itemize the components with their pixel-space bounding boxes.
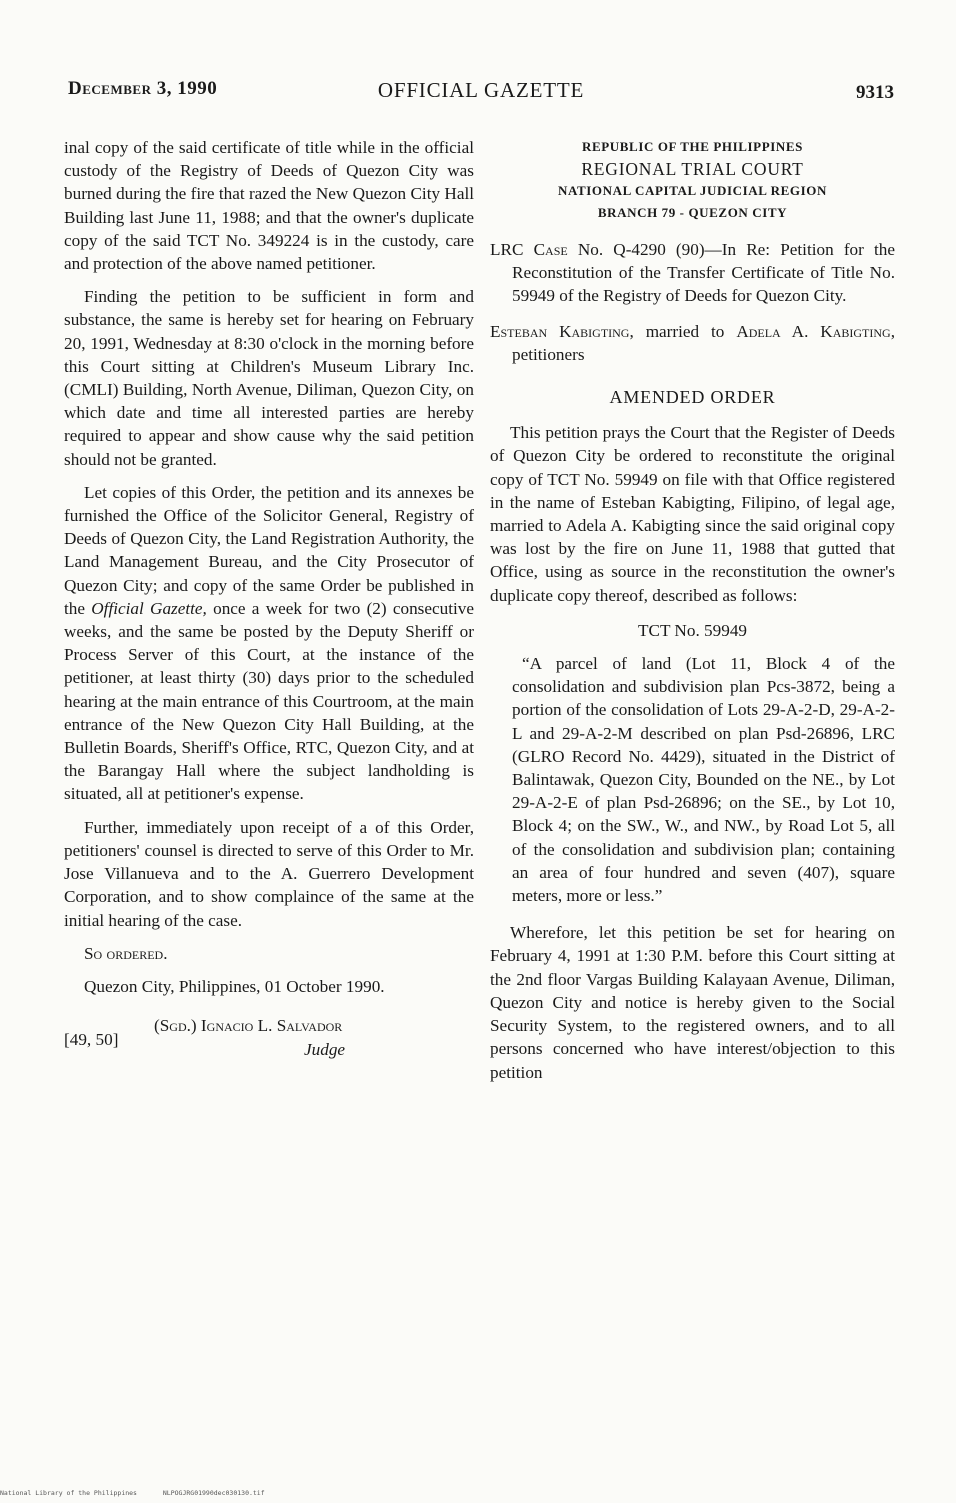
paragraph-hearing: Finding the petition to be sufficient in form and substance, the same is hereby set for hearing on February 20, 1991, Wednesday at 8:30 o'clock in the morning before this Court sitting at Children's Museum Library Inc. (CMLI) Building, North Avenue, Diliman, Quezon City, on which date and time all interested parties are hereby required to appear and show cause why the said petition should not be granted. xyxy=(64,287,474,469)
judge-signature: (Sgd.) Ignacio L. Salvador xyxy=(154,1016,343,1036)
paragraph-wherefore: Wherefore, let this petition be set for hearing on February 4, 1991 at 1:30 P.M. before this Court sitting at the 2nd floor Vargas Building Kalayaan Avenue, Diliman, Quezon City and notice is hereby given to the Social Security System, to the registered owners, and to all persons concerned who have interest/objection to this petition xyxy=(490,923,895,1082)
spouse-name: Adela A. Kabigting, xyxy=(736,321,895,341)
scan-footer xyxy=(0,1489,287,1503)
publication-text-after: once a week for two (2) consecutive weeks, and the same be posted by the Deputy Sheriff or Process Server of this Court, at the instance of the petitioner, at least thirty (30) days prior to the scheduled hearing at the main entrance of this Courtroom, at the main entrance of the New Quezon City Hall Building, at the Bulletin Boards, Sheriff's Office, RTC, Quezon City, and at the Barangay Hall where the subject landholding is situated, all at petitioner's expense. xyxy=(64,598,474,804)
gazette-italic: Official Gazette, xyxy=(91,598,207,618)
parties-mid: married to xyxy=(633,321,737,341)
case-caption xyxy=(490,238,895,308)
order-title: AMENDED ORDER xyxy=(609,387,776,408)
so-ordered: So ordered. xyxy=(84,943,168,963)
signature-block xyxy=(64,1014,474,1066)
reference-number: [49, 50] xyxy=(64,1030,119,1050)
case-label: LRC Case xyxy=(490,240,568,259)
petitioner-name: Esteban Kabigting, xyxy=(490,321,634,341)
right-column xyxy=(490,136,895,1094)
publication-title: OFFICIAL GAZETTE xyxy=(377,78,585,102)
court-heading xyxy=(490,136,895,224)
publication-text-before: Let copies of this Order, the petition and its annexes be furnished the Office of the Solicitor General, Registry of Deeds of Quezon City, the Land Registration Authority, the Land Management Bureau, and the City Prosecutor of Quezon City; and copy of the same Order be published in the xyxy=(64,482,474,618)
paragraph-prayer: This petition prays the Court that the Register of Deeds of Quezon City be ordered to reconstitute the original copy of TCT No. 59949 on file with that Office registered in the name of Esteban Kabigting, Filipino, of legal age, married to Adela A. Kabigting since the said original copy was lost by the fire on June 11, 1988 that gutted that Office, using as source in the reconstitution the owner's duplicate copy thereof, described as follows: xyxy=(490,423,895,605)
tct-heading: TCT No. 59949 xyxy=(637,620,748,640)
judge-title: Judge xyxy=(304,1040,346,1060)
parties xyxy=(490,320,895,366)
republic-line: REPUBLIC OF THE PHILIPPINES xyxy=(582,139,803,154)
branch-line: BRANCH 79 - QUEZON CITY xyxy=(597,205,788,220)
land-description: “A parcel of land (Lot 11, Block 4 of the consolidation and subdivision plan Pcs-3872, being a portion of the consolidation of Lots 29-A-2-D, 29-A-2-L and 29-A-2-M described on plan Psd-26896, LRC (GLRO Record No. 4429), situated in the District of Balintawak, Quezon City, Bounded on the NE., by Lot 29-A-2-E of plan Psd-26896; on the SE., by Lot 10, Block 4; on the SW., W., and NW., by Road Lot 5, all of the consolidation and subdivision plan; containing an area of four hundred and seven (407), square meters, more or less.” xyxy=(512,654,895,906)
paragraph-further: Further, immediately upon receipt of a of this Order, petitioners' counsel is directed to serve of this Order to Mr. Jose Villanueva and to the A. Guerrero Development Corporation, and to show complaince of the same at the initial hearing of the case. xyxy=(64,817,474,930)
place-and-date: Quezon City, Philippines, 01 October 1990. xyxy=(84,976,385,996)
page-number: 9313 xyxy=(856,82,894,103)
paragraph-publication xyxy=(64,481,474,806)
page-header xyxy=(68,78,894,106)
header-date: December 3, 1990 xyxy=(68,78,218,99)
footer-file: NLPOGJRG01990dec030130.tif xyxy=(162,1489,265,1497)
case-text: No. Q-4290 (90)—In Re: Petition for the Reconstitution of the Transfer Certificate of Title No. 59949 of the Registry of Deeds for Quezon City. xyxy=(512,240,895,306)
left-column xyxy=(64,136,474,1066)
footer-library: National Library of the Philippines xyxy=(0,1489,137,1497)
parties-end: petitioners xyxy=(512,344,585,364)
court-name: REGIONAL TRIAL COURT xyxy=(581,159,804,179)
region-line: NATIONAL CAPITAL JUDICIAL REGION xyxy=(557,183,827,198)
paragraph-continuation: inal copy of the said certificate of title while in the official custody of the Registry of Deeds of Quezon City was burned during the fire that razed the New Quezon City Hall Building last June 11, 1988; and that the owner's duplicate copy of the said TCT No. 349224 is in the custody, care and protection of the above named petitioner. xyxy=(64,138,474,274)
